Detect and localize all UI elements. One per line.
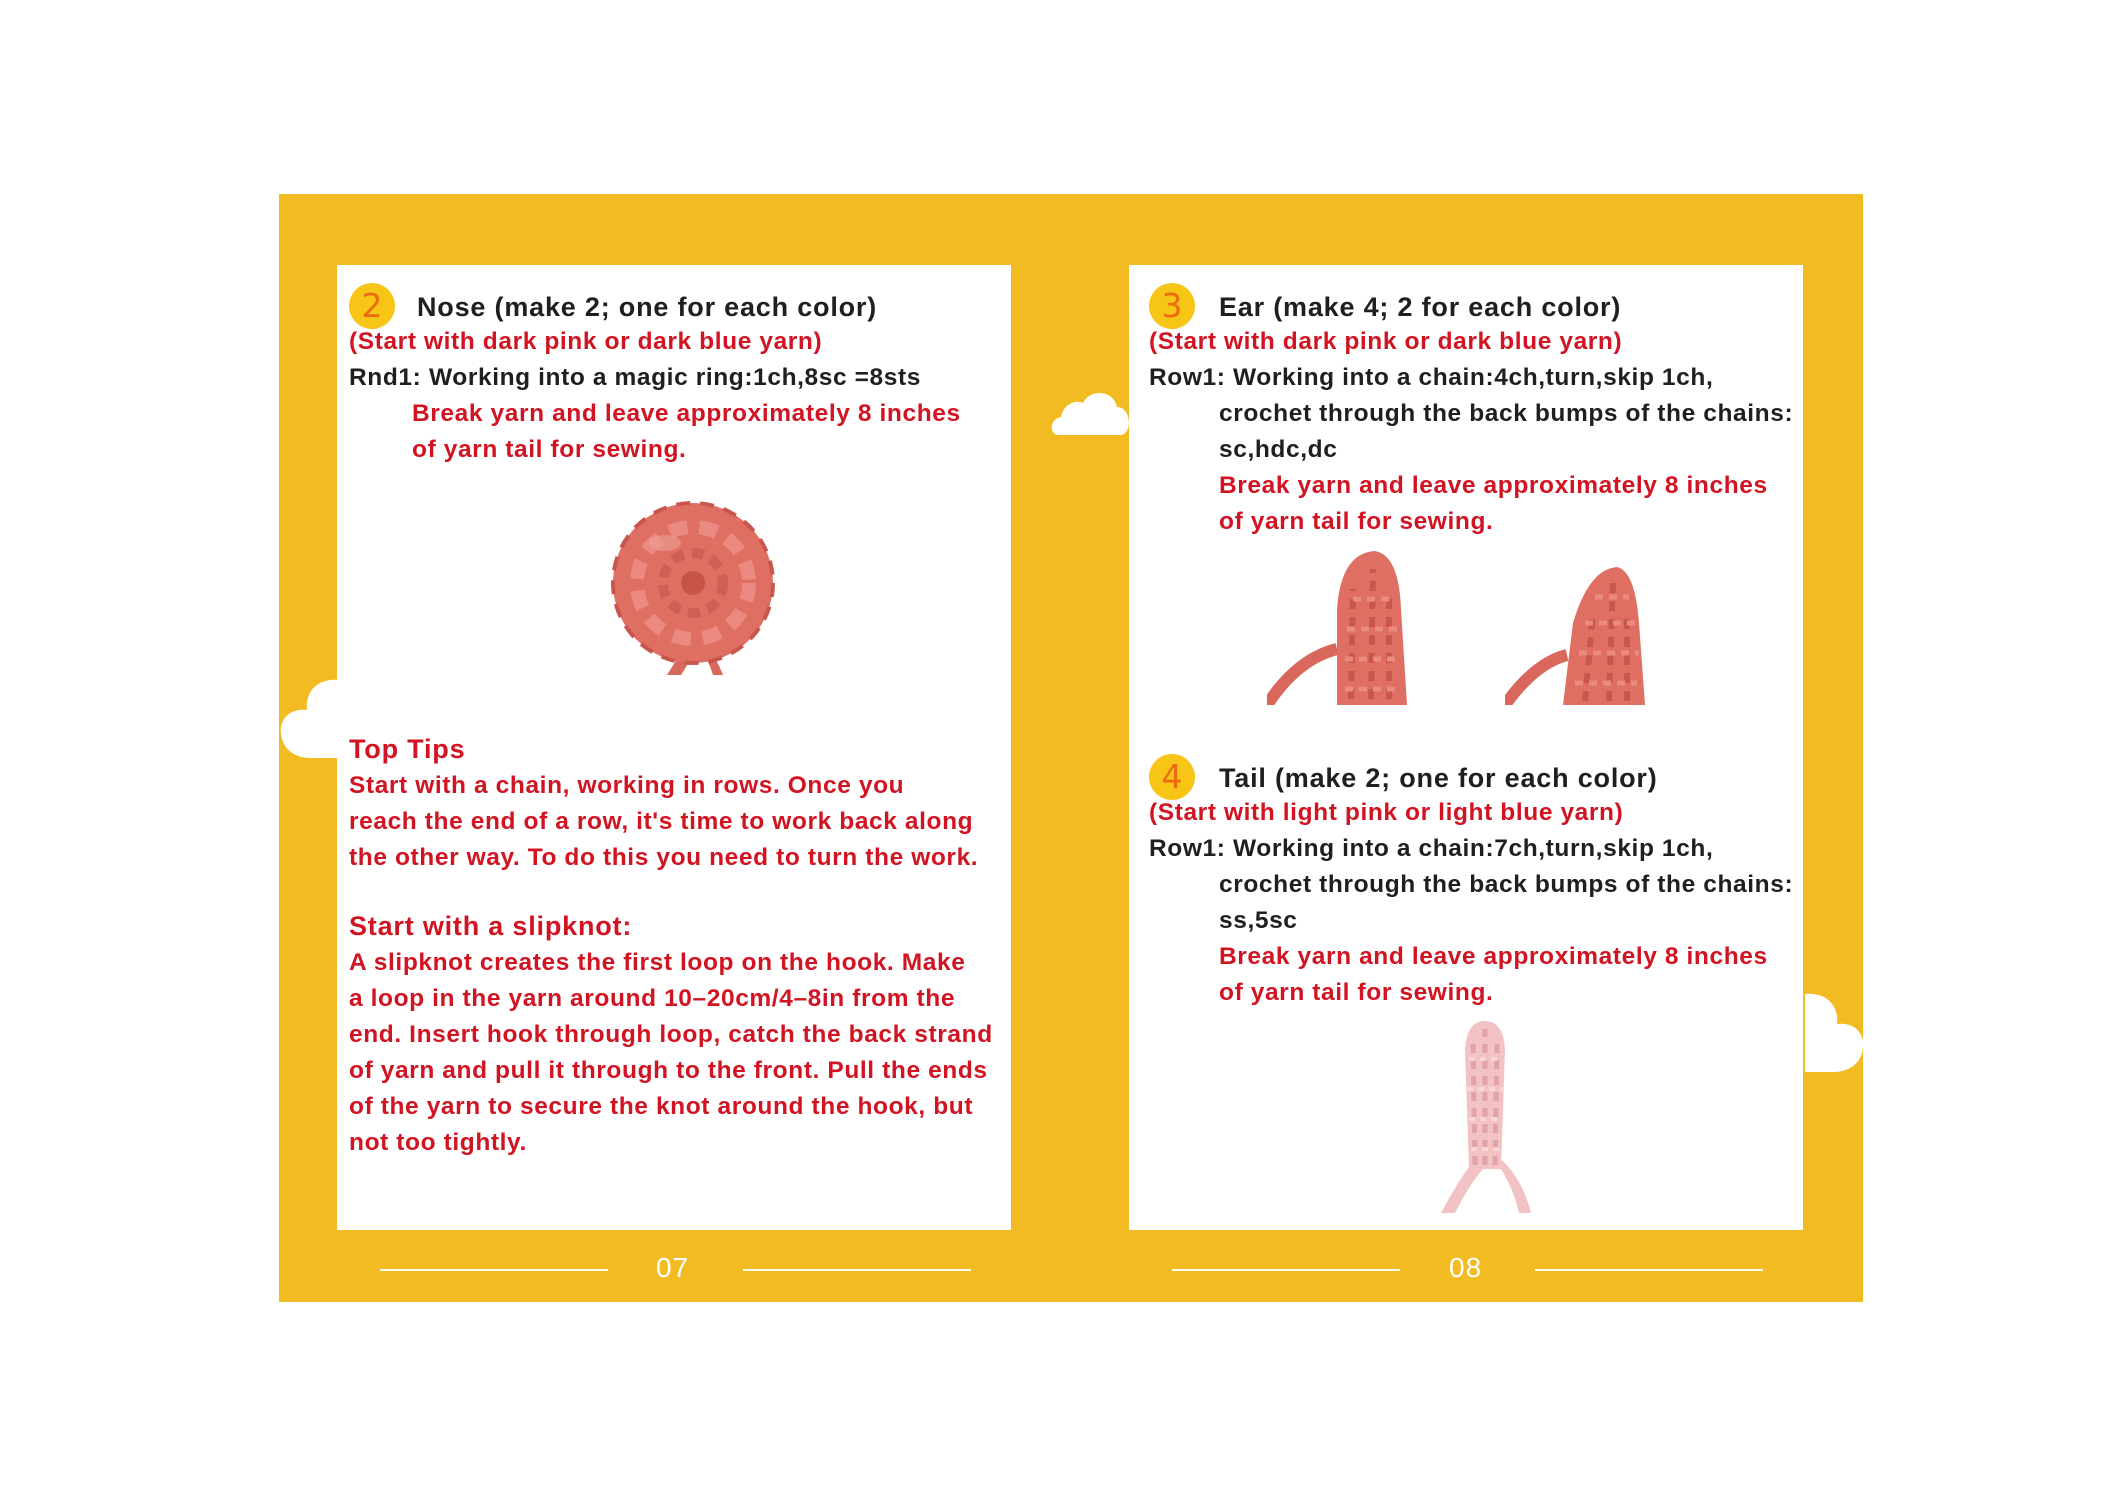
row-instruction: crochet through the back bumps of the chains:: [1219, 871, 1794, 898]
slipknot-line: a loop in the yarn around 10–20cm/4–8in from the: [349, 985, 956, 1012]
step-title: Ear (make 4; 2 for each color): [1219, 292, 1622, 322]
step-badge: 3: [1149, 283, 1195, 329]
slipknot-line: of yarn and pull it through to the front. Pull the ends: [349, 1057, 988, 1084]
footer-rule: [1535, 1269, 1763, 1271]
slipknot-title: Start with a slipknot:: [349, 911, 633, 941]
row-instruction: crochet through the back bumps of the chains:: [1219, 400, 1794, 427]
slipknot-line: A slipknot creates the first loop on the hook. Make: [349, 949, 966, 976]
page-number: 08: [1449, 1252, 1483, 1283]
start-note: (Start with light pink or light blue yarn): [1149, 799, 1624, 826]
step-title: Nose (make 2; one for each color): [417, 292, 878, 322]
row-label: Row1:: [1149, 835, 1226, 862]
footer-rule: [1172, 1269, 1400, 1271]
step-badge: 4: [1149, 754, 1195, 800]
cloud-left: [279, 674, 339, 770]
step-badge: 2: [349, 283, 395, 329]
start-note: (Start with dark pink or dark blue yarn): [349, 328, 823, 355]
round-instruction: Working into a magic ring:1ch,8sc =8sts: [429, 364, 921, 391]
page-07: [337, 265, 1011, 1230]
row-instruction: Working into a chain:4ch,turn,skip 1ch,: [1233, 364, 1714, 391]
ear-photo: [1505, 563, 1681, 705]
footer-rule: [743, 1269, 971, 1271]
break-yarn-note-line2: of yarn tail for sewing.: [1219, 508, 1494, 535]
row-instruction: Working into a chain:7ch,turn,skip 1ch,: [1233, 835, 1714, 862]
row-instruction: ss,5sc: [1219, 907, 1298, 934]
cloud-middle: [1051, 387, 1131, 439]
tips-title: Top Tips: [349, 734, 466, 764]
break-yarn-note: Break yarn and leave approximately 8 inches: [1219, 943, 1768, 970]
break-yarn-note: Break yarn and leave approximately 8 inches: [412, 400, 961, 427]
booklet-spread: [279, 194, 1863, 1302]
step-title: Tail (make 2; one for each color): [1219, 763, 1658, 793]
slipknot-line: not too tightly.: [349, 1129, 527, 1156]
start-note: (Start with dark pink or dark blue yarn): [1149, 328, 1623, 355]
page-08: [1129, 265, 1803, 1230]
cloud-right: [1801, 988, 1863, 1084]
tail-photo: [1419, 1019, 1549, 1213]
slipknot-line: of the yarn to secure the knot around the hook, but: [349, 1093, 974, 1120]
nose-photo: [605, 497, 781, 675]
row-label: Row1:: [1149, 364, 1226, 391]
row-instruction: sc,hdc,dc: [1219, 436, 1338, 463]
break-yarn-note-line2: of yarn tail for sewing.: [1219, 979, 1494, 1006]
page-number: 07: [656, 1252, 690, 1283]
slipknot-line: end. Insert hook through loop, catch the back strand: [349, 1021, 993, 1048]
tips-line: Start with a chain, working in rows. Once you: [349, 772, 905, 799]
tips-line: reach the end of a row, it's time to work back along: [349, 808, 974, 835]
footer-rule: [380, 1269, 608, 1271]
ear-photo: [1267, 549, 1457, 705]
break-yarn-note-line2: of yarn tail for sewing.: [412, 436, 687, 463]
tips-line: the other way. To do this you need to turn the work.: [349, 844, 979, 871]
round-label: Rnd1:: [349, 364, 422, 391]
break-yarn-note: Break yarn and leave approximately 8 inches: [1219, 472, 1768, 499]
